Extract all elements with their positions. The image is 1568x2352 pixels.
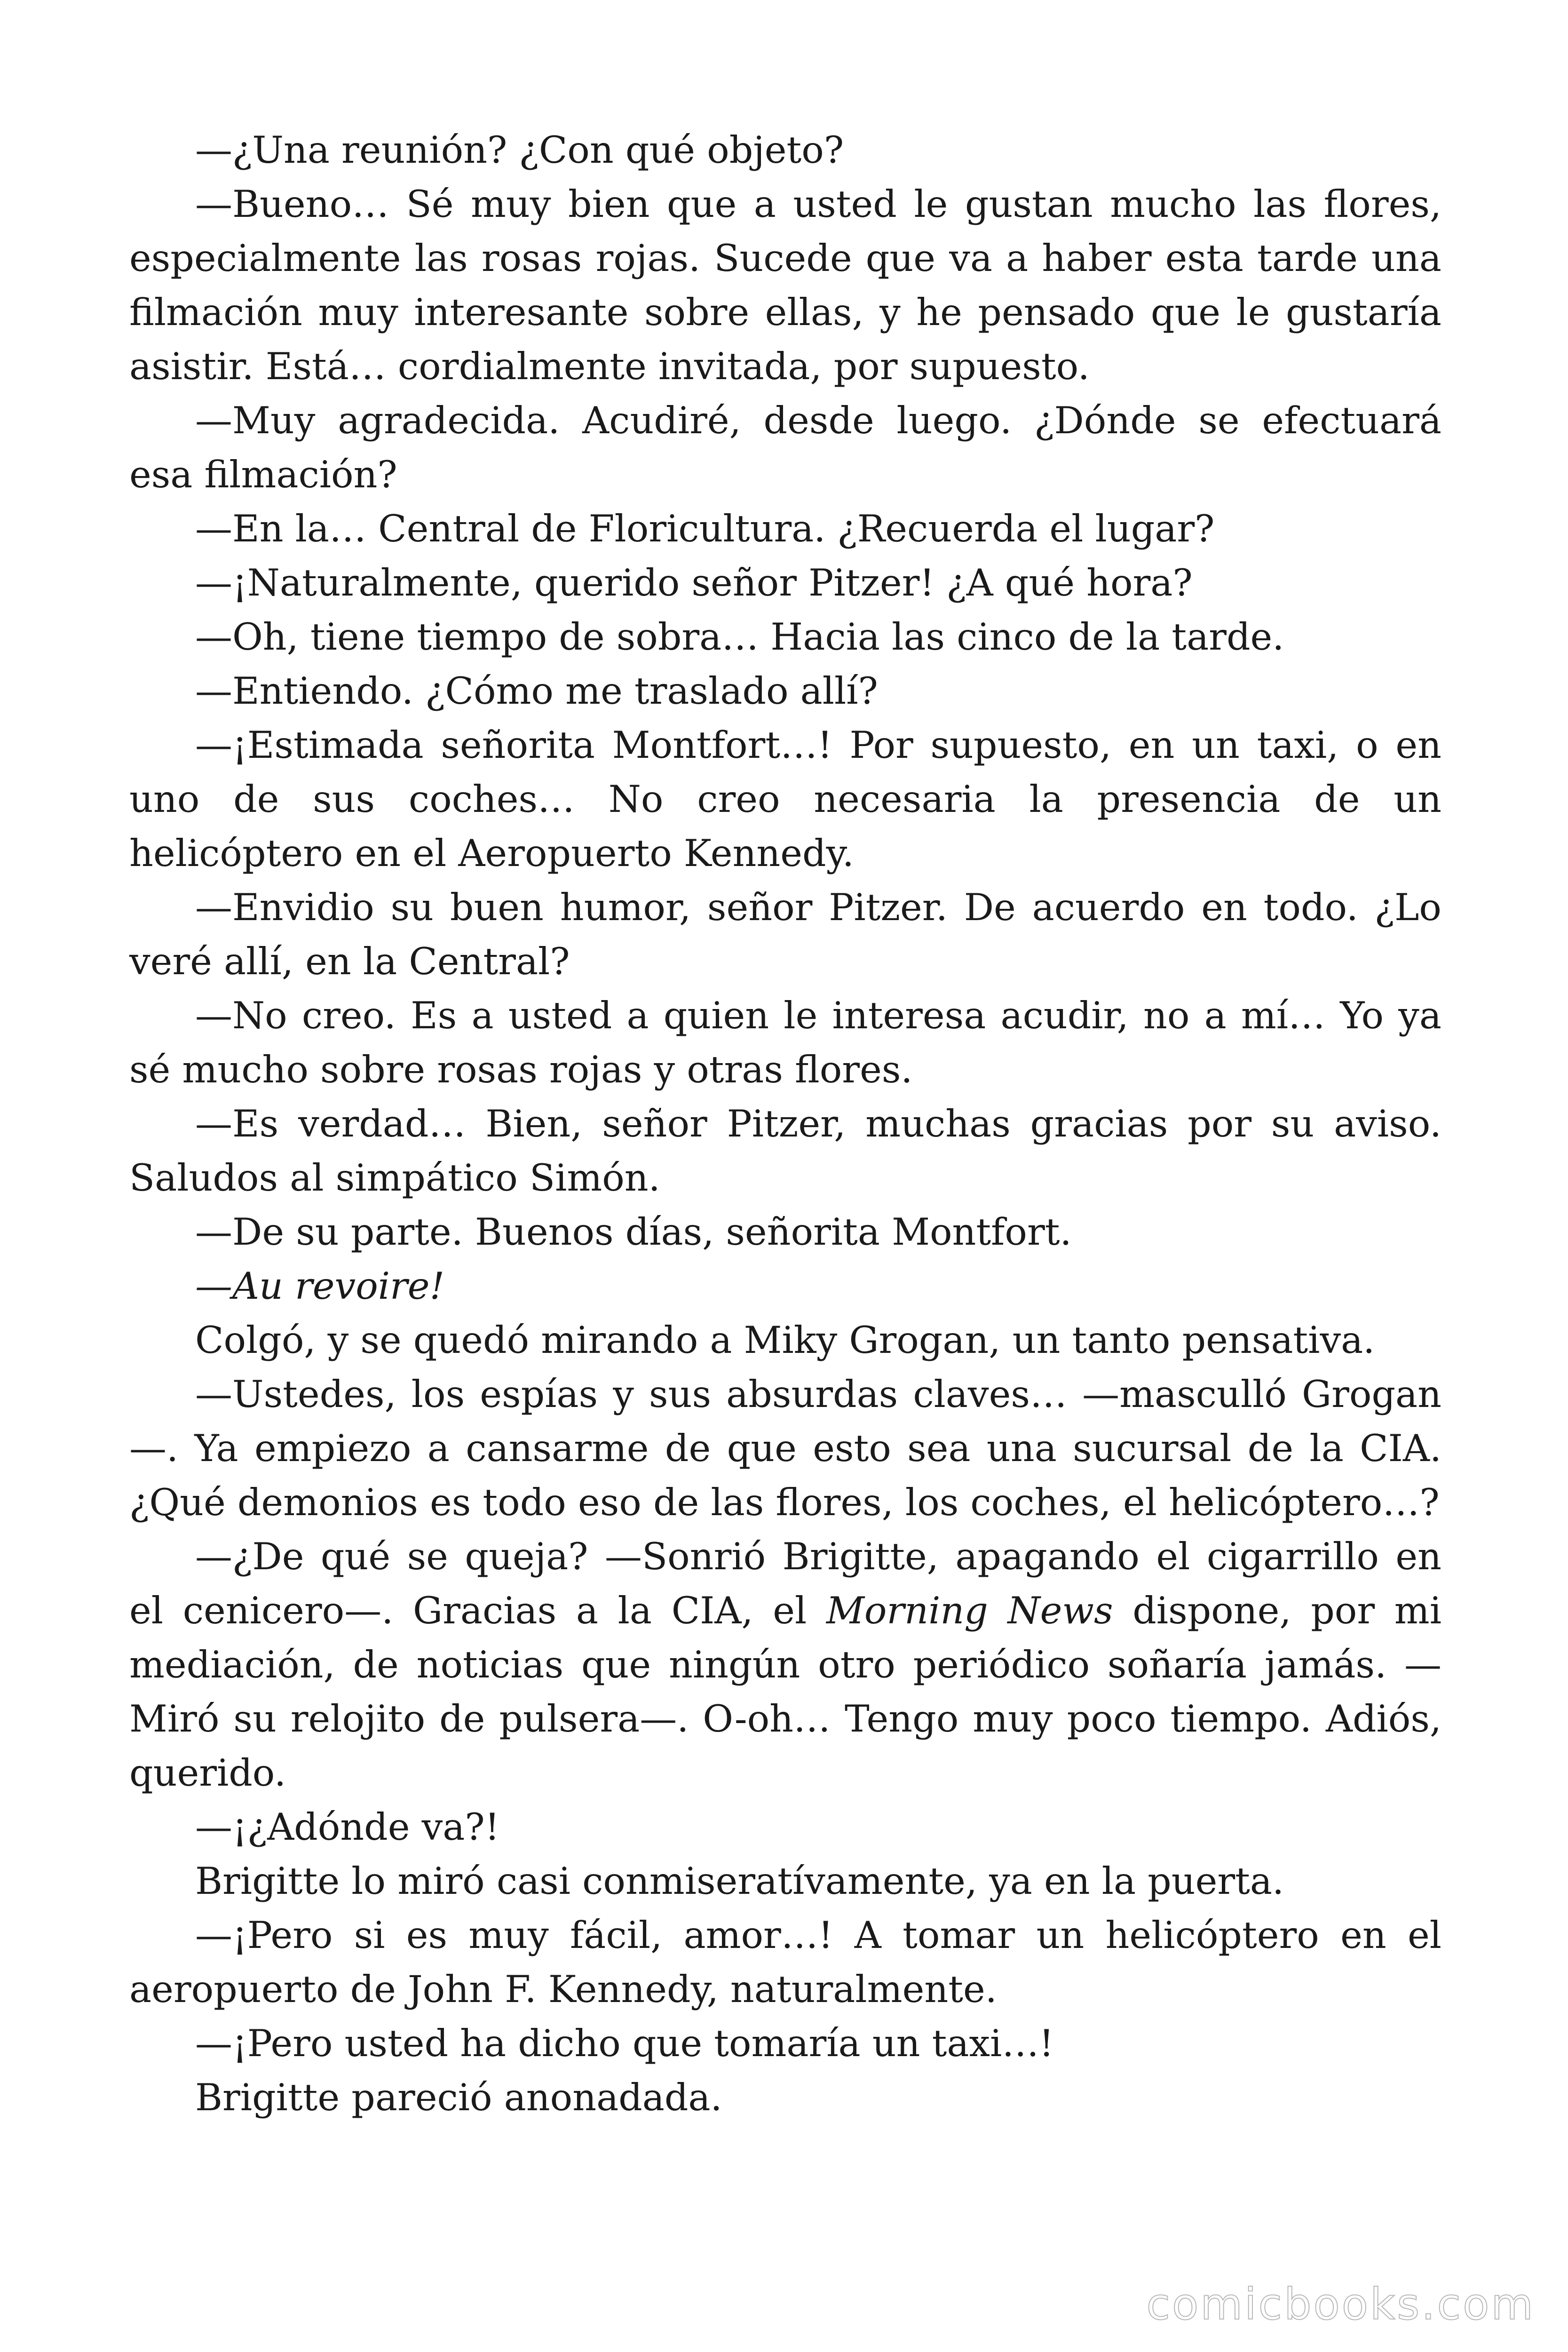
paragraph: Brigitte lo miró casi conmiseratívamente, ya en la puerta.: [195, 1859, 1284, 1903]
paragraph: —Ustedes, los espías y sus absurdas claves… —masculló Grogan —. Ya empiezo a cansarme de que esto sea una sucursal de la CIA. ¿Qué demonios es todo eso de las flores, los coches, el helicóptero…?: [129, 1373, 1441, 1524]
text-run: —¿De qué se queja? —Sonrió Brigitte, apagando el cigarrillo en el cenicero—. Gracias a la CIA, el: [129, 1535, 1441, 1632]
watermark: comicbooks.com: [1146, 2279, 1535, 2329]
paragraph: —¿Una reunión? ¿Con qué objeto?: [195, 128, 844, 172]
paragraph: —¡Naturalmente, querido señor Pitzer! ¿A qué hora?: [195, 561, 1193, 604]
paragraph: Colgó, y se quedó mirando a Miky Grogan, un tanto pensativa.: [195, 1319, 1375, 1362]
newspaper-title: Morning News: [826, 1589, 1113, 1632]
paragraph: —¡¿Adónde va?!: [195, 1805, 500, 1849]
paragraph-mixed: [129, 1530, 1441, 1800]
paragraph: —Envidio su buen humor, señor Pitzer. De acuerdo en todo. ¿Lo veré allí, en la Central?: [129, 886, 1441, 983]
italic-line: —Au revoire!: [195, 1264, 445, 1308]
paragraph: —¡Pero usted ha dicho que tomaría un taxi…!: [195, 2022, 1054, 2065]
paragraph: —De su parte. Buenos días, señorita Montfort.: [195, 1210, 1072, 1254]
text-run: dispone, por mi mediación, de noticias que ningún otro periódico soñaría jamás. — Miró su relojito de pulsera—. O-oh… Tengo muy poco tiempo. Adiós, querido.: [129, 1589, 1441, 1795]
paragraph: —Es verdad… Bien, señor Pitzer, muchas gracias por su aviso. Saludos al simpático Simón.: [129, 1102, 1441, 1200]
paragraph: —Bueno… Sé muy bien que a usted le gustan mucho las flores, especialmente las rosas rojas. Sucede que va a haber esta tarde una filmación muy interesante sobre ellas, y he pensado que le gustaría asistir. Está… cordialmente invitada, por supuesto.: [129, 183, 1441, 388]
paragraph: —Oh, tiene tiempo de sobra… Hacia las cinco de la tarde.: [195, 615, 1284, 659]
paragraph: —En la… Central de Floricultura. ¿Recuerda el lugar?: [195, 507, 1215, 550]
paragraph: —No creo. Es a usted a quien le interesa acudir, no a mí… Yo ya sé mucho sobre rosas rojas y otras flores.: [129, 994, 1441, 1091]
paragraph: —¡Estimada señorita Montfort…! Por supuesto, en un taxi, o en uno de sus coches… No creo necesaria la presencia de un helicóptero en el Aeropuerto Kennedy.: [129, 723, 1441, 875]
paragraph: Brigitte pareció anonadada.: [195, 2076, 722, 2119]
body-text: [129, 123, 1441, 2125]
paragraph: —¡Pero si es muy fácil, amor…! A tomar un helicóptero en el aeropuerto de John F. Kennedy, naturalmente.: [129, 1914, 1441, 2011]
paragraph-italic: [129, 1259, 1441, 1313]
paragraph: —Entiendo. ¿Cómo me traslado allí?: [195, 669, 878, 713]
paragraph: —Muy agradecida. Acudiré, desde luego. ¿Dónde se efectuará esa filmación?: [129, 399, 1441, 496]
